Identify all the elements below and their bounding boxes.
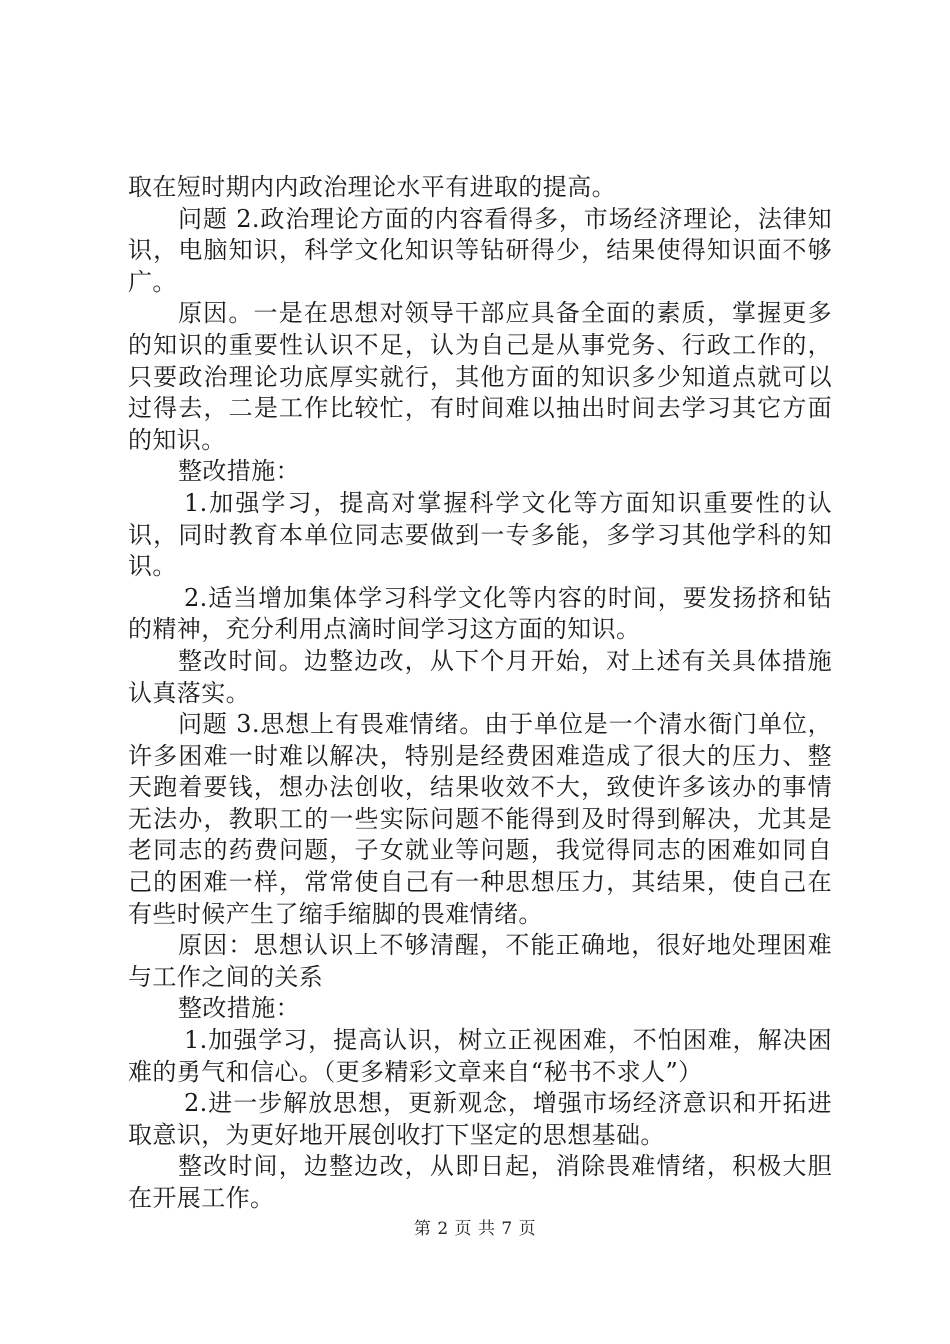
heading-measures-2: 整改措施： bbox=[178, 457, 300, 486]
paragraph-problem-2: 问题 2.政治理论方面的内容看得多，市场经济理论，法律知识，电脑知识，科学文化知识等钻研得少，结果使得知识面不够广。 bbox=[128, 204, 832, 296]
heading-measures-3: 整改措施： bbox=[178, 994, 300, 1023]
measure-2-item-2: 2.适当增加集体学习科学文化等内容的时间，要发扬挤和钻的精神，充分利用点滴时间学习这方面的知识。 bbox=[128, 583, 832, 644]
document-body bbox=[128, 172, 832, 1215]
measure-3-item-1: 1.加强学习，提高认识，树立正视困难，不怕困难，解决困难的勇气和信心。（更多精彩文章来自“秘书不求人”） bbox=[128, 1026, 832, 1086]
measure-3-item-2: 2.进一步解放思想，更新观念，增强市场经济意识和开拓进取意识，为更好地开展创收打下坚定的思想基础。 bbox=[128, 1089, 832, 1149]
paragraph-timeline-2: 整改时间。边整边改，从下个月开始，对上述有关具体措施认真落实。 bbox=[128, 646, 832, 707]
paragraph-timeline-3: 整改时间，边整边改，从即日起，消除畏难情绪，积极大胆在开展工作。 bbox=[128, 1152, 832, 1212]
paragraph-cause-2: 原因。一是在思想对领导干部应具备全面的素质，掌握更多的知识的重要性认识不足，认为自己是从事党务、行政工作的，只要政治理论功底厚实就行，其他方面的知识多少知道点就可以过得去，二是工作比较忙，有时间难以抽出时间去学习其它方面的知识。 bbox=[128, 299, 832, 454]
paragraph-cause-3: 原因：思想认识上不够清醒，不能正确地，很好地处理困难与工作之间的关系 bbox=[128, 931, 832, 991]
page-number-footer: 第 2 页 共 7 页 bbox=[413, 1219, 537, 1239]
paragraph-continuation: 取在短时期内内政治理论水平有进取的提高。 bbox=[128, 173, 616, 201]
measure-2-item-1: 1.加强学习，提高对掌握科学文化等方面知识重要性的认识，同时教育本单位同志要做到一专多能，多学习其他学科的知识。 bbox=[128, 488, 832, 581]
paragraph-problem-3: 问题 3.思想上有畏难情绪。由于单位是一个清水衙门单位，许多困难一时难以解决，特别是经费困难造成了很大的压力、整天跑着要钱，想办法创收，结果收效不大，致使许多该办的事情无法办，教职工的一些实际问题不能得到及时得到解决，尤其是老同志的药费问题，子女就业等问题，我觉得同志的困难如同自己的困难一样，常常使自己有一种思想压力，其结果，使自己在有些时候产生了缩手缩脚的畏难情绪。 bbox=[128, 710, 832, 928]
